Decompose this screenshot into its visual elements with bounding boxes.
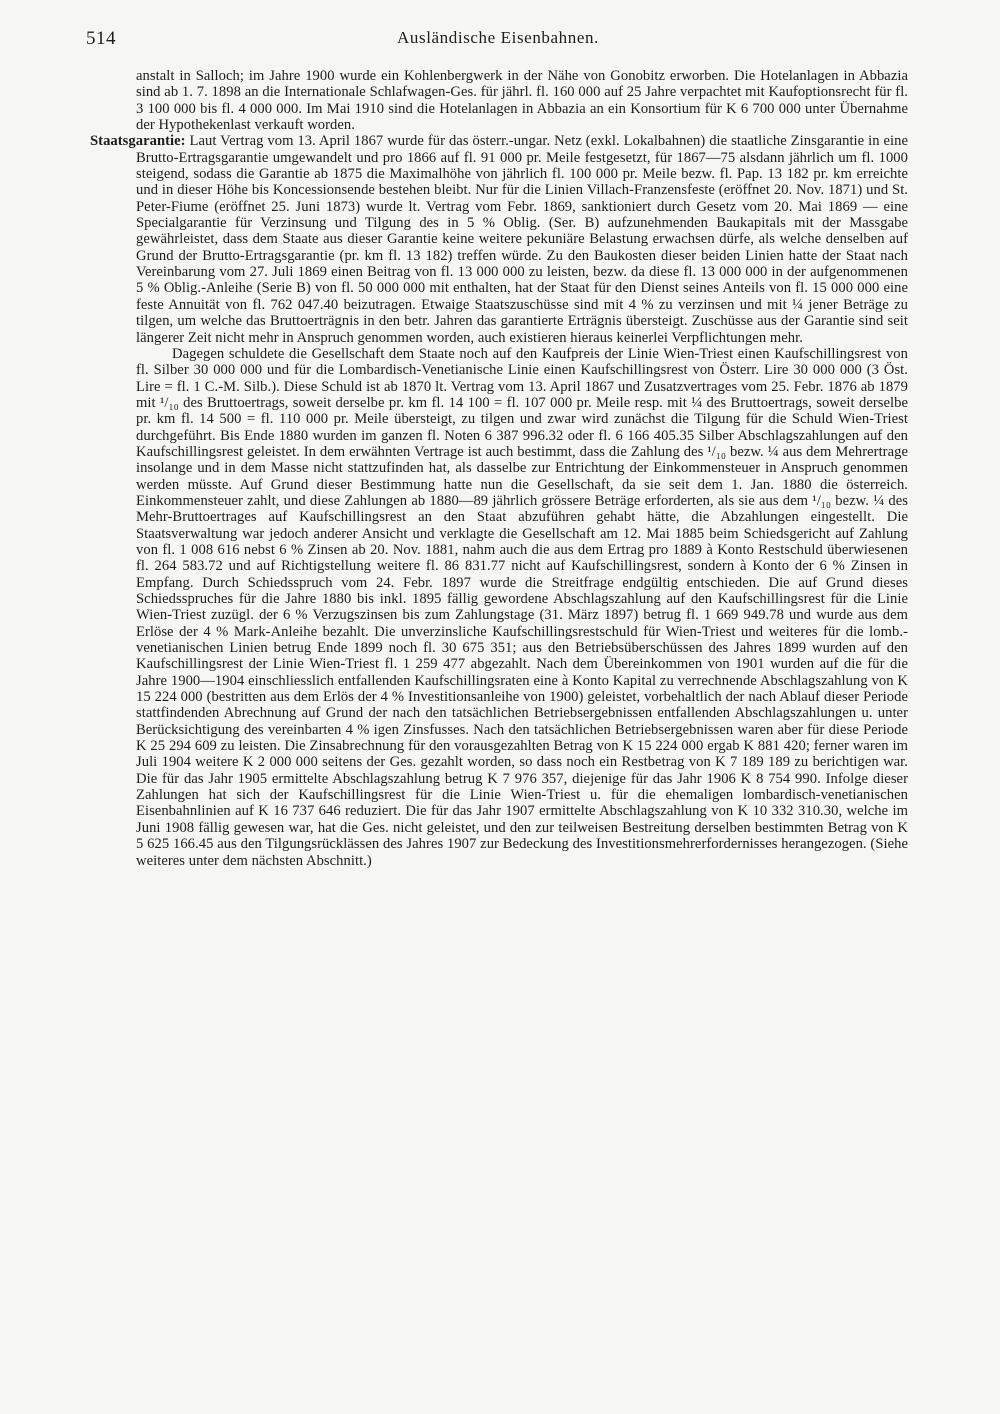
page-header	[86, 28, 910, 54]
paragraph-state-guarantee	[90, 133, 908, 346]
section-label-staatsgarantie: Staatsgarantie:	[90, 133, 186, 150]
running-title: Ausländische Eisenbahnen.	[397, 28, 599, 47]
paragraph-purchase-price-remainder: Dagegen schuldete die Gesellschaft dem Staate noch auf den Kaufpreis der Linie Wien-Triest einen Kaufschillingsrest von fl. Silber 30 000 000 und für die Lombardisch-Venetianische Linie einen Kaufschillingsrest von Österr. Lire 30 000 000 (3 Öst. Lire = fl. 1 C.-M. Silb.). Diese Schuld ist ab 1870 lt. Vertrag vom 13. April 1867 und Zusatzvertrages vom 25. Febr. 1876 ab 1879 mit ¹/₁₀ des Bruttoertrags, soweit derselbe pr. km fl. 14 100 = fl. 107 000 pr. Meile resp. mit ¼ des Bruttoertrags, soweit derselbe pr. km fl. 14 500 = fl. 110 000 pr. Meile übersteigt, zu tilgen und zwar wird zunächst die Tilgung für die Schuld Wien-Triest durchgeführt. Bis Ende 1880 wurden im ganzen fl. Noten 6 387 996.32 oder fl. 6 166 405.35 Silber Abschlagszahlungen auf den Kaufschillingsrest geleistet. In dem erwähnten Vertrage ist auch bestimmt, dass die Zahlung des ¹/₁₀ bezw. ¼ aus dem Mehrertrage insolange und in dem Masse nicht stattzufinden hat, als dasselbe zur Entrichtung der Einkommensteuer in Anspruch genommen werden müsste. Auf Grund dieser Bestimmung hatte nun die Gesellschaft, da sie seit dem 1. Jan. 1880 die österreich. Einkommensteuer zahlt, und diese Zahlungen ab 1880—89 jährlich grössere Beträge erforderten, als sie aus dem ¹/₁₀ bezw. ¼ des Mehr-Bruttoertrages auf Kaufschillingsrest an den Staat abzuführen gehabt hätte, die Abzahlungen eingestellt. Die Staatsverwaltung war jedoch anderer Ansicht und verklagte die Gesellschaft am 12. Mai 1885 beim Schiedsgericht auf Zahlung von fl. 1 008 616 nebst 6 % Zinsen ab 20. Nov. 1881, nahm auch die aus dem Ertrag pro 1889 à Konto Restschuld überwiesenen fl. 264 583.72 und auf Richtigstellung weitere fl. 86 831.77 nicht auf Kaufschillingsrest, sondern à Konto der 6 % Zinsen in Empfang. Durch Schiedsspruch vom 24. Febr. 1897 wurde die Streitfrage endgültig entschieden. Die auf Grund dieses Schiedsspruches für die Jahre 1880 bis inkl. 1895 fällig gewordene Abschlagszahlung auf den Kaufschillingsrest für die Linie Wien-Triest zuzügl. der 6 % Verzugszinsen bis zum Zahlungstage (31. März 1897) betrug fl. 1 669 949.78 und wurde aus dem Erlöse der 4 % Mark-Anleihe bezahlt. Die unverzinsliche Kaufschillingsrestschuld für Wien-Triest und weiteres für die lomb.-venetianischen Linien betrug Ende 1899 noch fl. 30 675 351; aus den Betriebsüberschüssen des Jahres 1899 wurden auf den Kaufschillingsrest der Linie Wien-Triest fl. 1 259 477 abgezahlt. Nach dem Übereinkommen von 1901 wurden auf die für die Jahre 1900—1904 einschliesslich entfallenden Kaufschillingsraten eine à Konto Kapital zu verrechnende Abschlagszahlung von K 15 224 000 (bestritten aus dem Erlös der 4 % Investitionsanleihe von 1900) geleistet, vorbehaltlich der nach Ablauf dieser Periode stattfindenden Abrechnung auf Grund der nach den tatsächlichen Betriebsergebnissen entfallenden Abschlagszahlungen u. unter Berücksichtigung des vereinbarten 4 % igen Zinsfusses. Nach den tatsächlichen Betriebsergebnissen waren aber für diese Periode K 25 294 609 zu leisten. Die Zinsabrechnung für den vorausgezahlten Betrag von K 15 224 000 ergab K 881 420; ferner waren im Juli 1904 weitere K 2 000 000 seitens der Ges. gezahlt worden, so dass noch ein Restbetrag von K 7 189 189 zu berichtigen war. Die für das Jahr 1905 ermittelte Abschlagszahlung betrug K 7 976 357, diejenige für das Jahr 1906 K 8 754 990. Infolge dieser Zahlungen hat sich der Kaufschillingsrest für die Linie Wien-Triest u. für die ehemaligen lombardisch-venetianischen Eisenbahnlinien auf K 16 737 646 reduziert. Die für das Jahr 1907 ermittelte Abschlagszahlung von K 10 332 310.30, welche im Juni 1908 fällig gewesen war, hat die Ges. nicht geleistet, und den zur teilweisen Bestreitung derselben bestimmten Betrag von K 5 625 166.45 aus den Tilgungsrücklässen des Jahres 1907 zur Bedeckung des Investitionsmehrerfordernisses herangezogen. (Siehe weiteres unter dem nächsten Abschnitt.)	[136, 345, 908, 869]
paragraph-hotel-properties: anstalt in Salloch; im Jahre 1900 wurde ein Kohlenbergwerk in der Nähe von Gonobitz erworben. Die Hotelanlagen in Abbazia sind ab 1. 7. 1898 an die Internationale Schlafwagen-Ges. für jährl. fl. 160 000 auf 25 Jahre verpachtet mit Kaufoptionsrecht für fl. 3 100 000 bis fl. 4 000 000. Im Mai 1910 sind die Hotelanlagen in Abbazia an ein Konsortium für K 6 700 000 unter Übernahme der Hypothekenlast verkauft worden.	[136, 68, 908, 134]
state-guarantee-text: Laut Vertrag vom 13. April 1867 wurde für das österr.-ungar. Netz (exkl. Lokalbahnen) die staatliche Zinsgarantie in eine Brutto-Ertragsgarantie umgewandelt und pro 1866 auf fl. 91 000 pr. Meile festgesetzt, für 1867—75 alsdann jährlich um fl. 1000 steigend, sodass die Garantie ab 1875 die Maximalhöhe von jährlich fl. 100 000 pr. Meile bezw. fl. Pap. 13 182 pr. km erreichte und in dieser Höhe bis Koncessionsende bestehen bleibt. Nur für die Linien Villach-Franzensfeste (eröffnet 20. Nov. 1871) und St. Peter-Fiume (eröffnet 25. Juni 1873) wurde lt. Vertrag vom Febr. 1869, sanktioniert durch Gesetz vom 20. Mai 1869 — eine Specialgarantie für Verzinsung und Tilgung des in 5 % Oblig. (Ser. B) aufzunehmenden Baukapitals mit der Massgabe gewährleistet, dass dem Staate aus dieser Garantie keine weitere pekuniäre Belastung erwachsen dürfe, als welche denselben auf Grund der Brutto-Ertragsgarantie (pr. km fl. 13 182) treffen würde. Zu den Baukosten dieser beiden Linien hatte der Staat nach Vereinbarung vom 27. Juli 1869 einen Beitrag von fl. 13 000 000 zu leisten, bezw. da diese fl. 13 000 000 in der aufgenommenen 5 % Oblig.-Anleihe (Serie B) von fl. 50 000 000 mit enthalten, hat der Staat für den Dienst seines Anteils von fl. 15 000 000 eine feste Annuität von fl. 762 047.40 beizutragen. Etwaige Staatszuschüsse sind mit 4 % zu verzinsen und mit ¼ jener Beträge zu tilgen, um welche das Bruttoerträgnis in den betr. Jahren das garantierte Erträgnis übersteigt. Zuschüsse aus der Garantie sind seit längerer Zeit nicht mehr in Anspruch genommen worden, auch existieren hieraus keinerlei Verpflichtungen mehr.	[136, 133, 908, 346]
page-number: 514	[86, 28, 116, 49]
body-text	[90, 68, 908, 869]
